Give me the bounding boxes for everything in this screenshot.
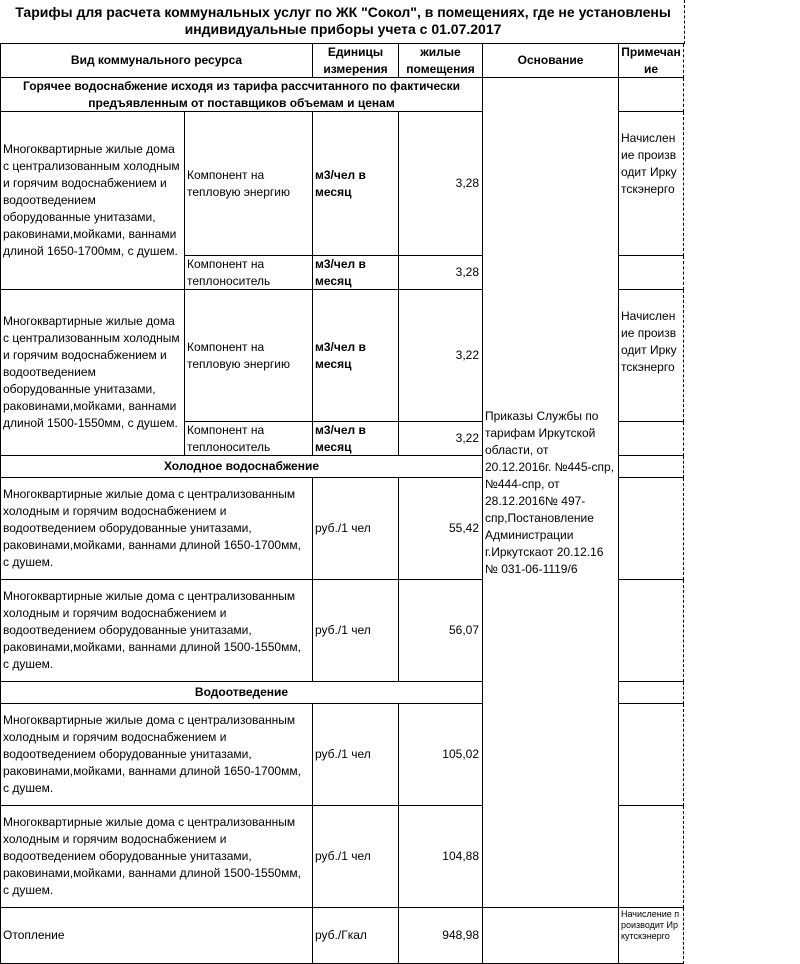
hot-row-2-val-heat: 3,22 [399, 290, 483, 422]
header-residential: жилые помещения [399, 44, 483, 78]
heating-note: Начисление производит Иркутскэнерго [619, 908, 684, 964]
sewage-row-1-desc: Многоквартирные жилые дома с централизованным холодным и горячим водоснабжением и водоотведением оборудованные унитазами, раковинами,мойками, ваннами длиной 1650-1700мм, с душем. [1, 704, 313, 806]
header-resource: Вид коммунального ресурса [1, 44, 313, 78]
note-empty [619, 478, 684, 580]
page-edge-divider [684, 0, 685, 44]
note-empty [619, 704, 684, 806]
hot-row-1-val-carrier: 3,28 [399, 256, 483, 290]
tariff-table [0, 43, 684, 964]
sewage-row-2-val: 104,88 [399, 806, 483, 908]
sewage-row-1-unit: руб./1 чел [313, 704, 399, 806]
section-sewage: Водоотведение [1, 682, 483, 704]
header-note: Примечание [619, 44, 684, 78]
hot-row-1-desc: Многоквартирные жилые дома с централизованным холодным и горячим водоснабжением и водоотведением оборудованные унитазами, раковинами,мойками, ваннами длиной 1650-1700мм, с душем. [1, 112, 185, 290]
hot-row-1-unit-carrier: м3/чел в месяц [313, 256, 399, 290]
cold-row-1-val: 55,42 [399, 478, 483, 580]
cold-row-2-val: 56,07 [399, 580, 483, 682]
heating-basis-empty [483, 908, 619, 964]
header-basis: Основание [483, 44, 619, 78]
note-empty [619, 456, 684, 478]
hot-row-1-val-heat: 3,28 [399, 112, 483, 256]
section-hot-water: Горячее водоснабжение исходя из тарифа рассчитанного по фактически предъявленным от поставщиков объемам и ценам [1, 78, 483, 112]
note-empty [619, 422, 684, 456]
cold-row-1-unit: руб./1 чел [313, 478, 399, 580]
hot-row-1-comp-carrier: Компонент на теплоноситель [185, 256, 313, 290]
basis-cell: Приказы Службы по тарифам Иркутской области, от 20.12.2016г. №445-спр, №444-спр, от 28.12.2016№ 497-спр,Постановление Администрации г.Иркутскаот 20.12.16 № 031-06-1119/6 [483, 78, 619, 908]
title-line-2: индивидуальные приборы учета с 01.07.2017 [184, 21, 502, 37]
note-empty [619, 78, 684, 112]
section-cold-water: Холодное водоснабжение [1, 456, 483, 478]
sewage-row-1-val: 105,02 [399, 704, 483, 806]
cold-row-1-desc: Многоквартирные жилые дома с централизованным холодным и горячим водоснабжением и водоотведением оборудованные унитазами, раковинами,мойками, ваннами длиной 1650-1700мм, с душем. [1, 478, 313, 580]
hot-row-2-comp-carrier: Компонент на теплоноситель [185, 422, 313, 456]
hot-row-1-comp-heat: Компонент на тепловую энергию [185, 112, 313, 256]
page-title [0, 4, 686, 38]
cold-row-2-unit: руб./1 чел [313, 580, 399, 682]
note-empty [619, 806, 684, 908]
cold-row-2-desc: Многоквартирные жилые дома с централизованным холодным и горячим водоснабжением и водоотведением оборудованные унитазами, раковинами,мойками, ваннами длиной 1500-1550мм, с душем. [1, 580, 313, 682]
hot-row-2-comp-heat: Компонент на тепловую энергию [185, 290, 313, 422]
hot-row-2-unit-heat: м3/чел в месяц [313, 290, 399, 422]
note-empty [619, 256, 684, 290]
sewage-row-2-desc: Многоквартирные жилые дома с централизованным холодным и горячим водоснабжением и водоотведением оборудованные унитазами, раковинами,мойками, ваннами длиной 1500-1550мм, с душем. [1, 806, 313, 908]
heating-unit: руб./Гкал [313, 908, 399, 964]
hot-row-1-note: Начисление производит Иркутскэнерго [619, 112, 684, 256]
hot-row-2-desc: Многоквартирные жилые дома с централизованным холодным и горячим водоснабжением и водоотведением оборудованные унитазами, раковинами,мойками, ваннами длиной 1500-1550мм, с душем. [1, 290, 185, 456]
hot-row-2-val-carrier: 3,22 [399, 422, 483, 456]
hot-row-2-unit-carrier: м3/чел в месяц [313, 422, 399, 456]
hot-row-2-note: Начисление производит Иркутскэнерго [619, 290, 684, 422]
sewage-row-2-unit: руб./1 чел [313, 806, 399, 908]
heating-label: Отопление [1, 908, 313, 964]
title-line-1: Тарифы для расчета коммунальных услуг по ЖК "Сокол", в помещениях, где не установлены [15, 4, 671, 20]
note-empty [619, 682, 684, 704]
hot-row-1-unit-heat: м3/чел в месяц [313, 112, 399, 256]
note-empty [619, 580, 684, 682]
heating-val: 948,98 [399, 908, 483, 964]
header-unit: Единицы измерения [313, 44, 399, 78]
